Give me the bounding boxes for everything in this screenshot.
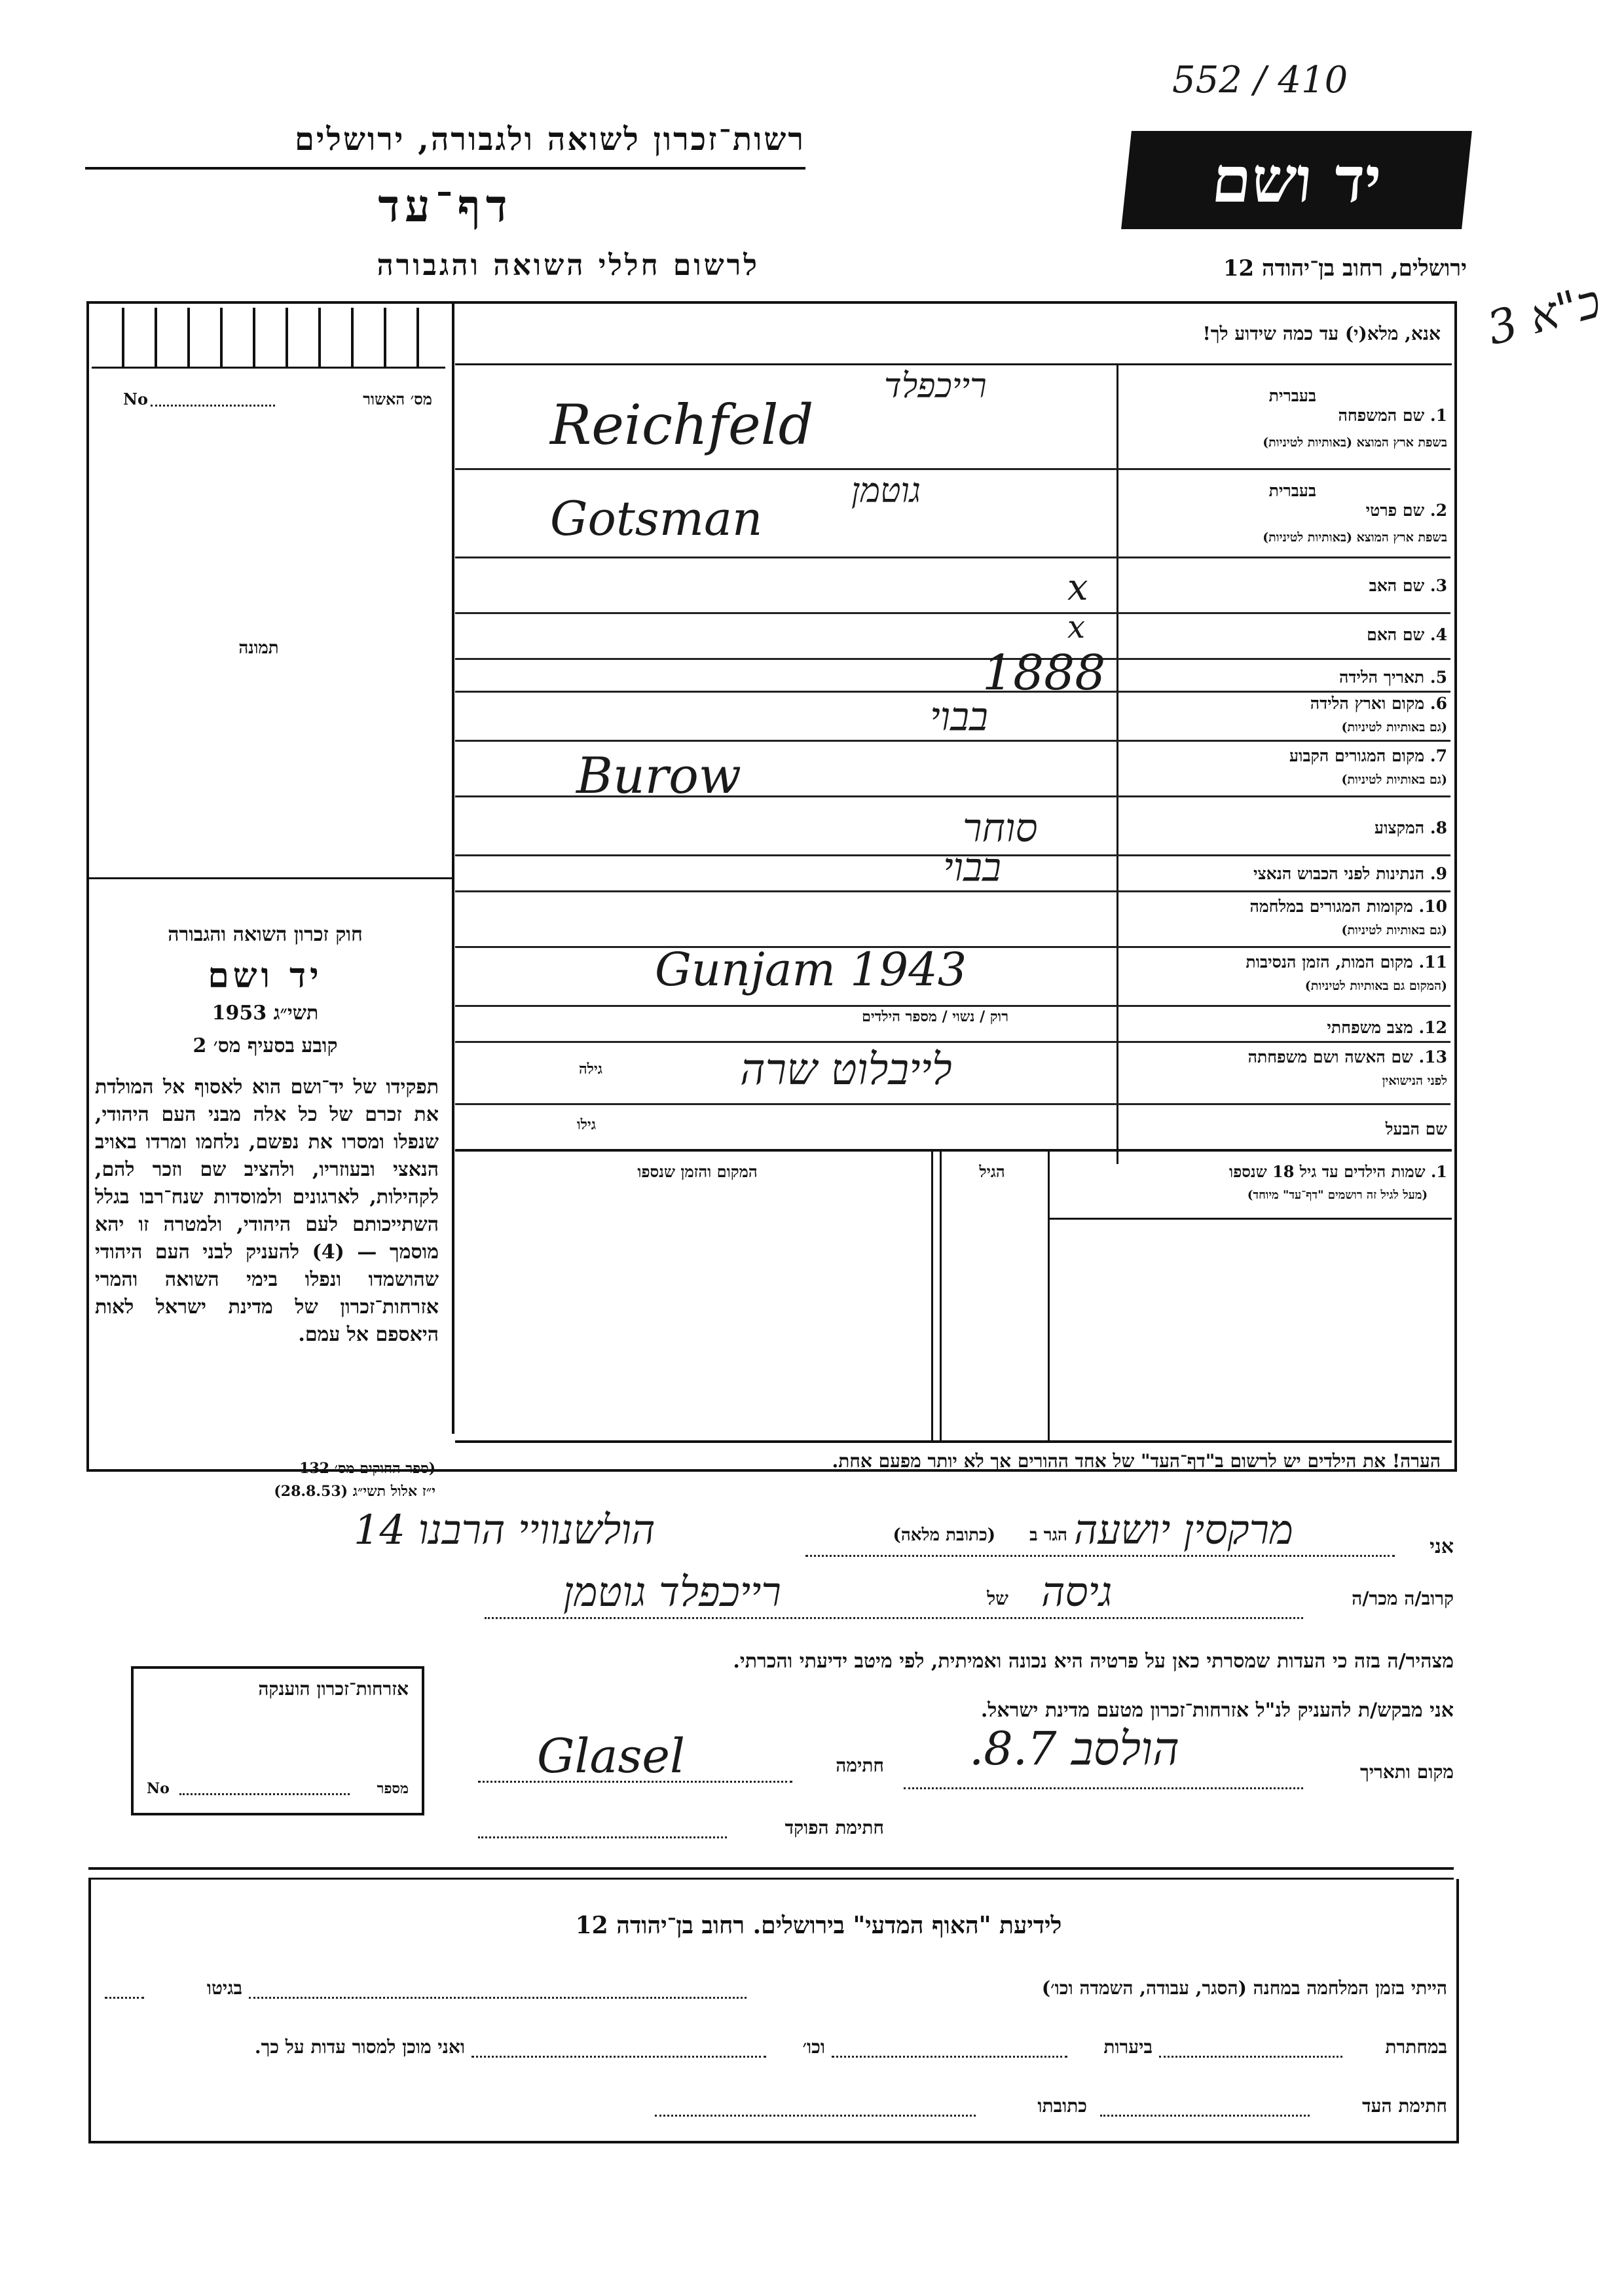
footer-rule-top xyxy=(88,1867,1454,1870)
mother-name-value[interactable]: x xyxy=(1067,609,1086,646)
statement-text: מצהיר/ה בזה כי העדות שמסרתי כאן על פרטיה היא נכונה ואמיתית, לפי מיטב ידיעתי והכרתי. xyxy=(733,1650,1454,1673)
approval-number-field[interactable] xyxy=(151,405,275,407)
citizenship-value[interactable]: בבוי xyxy=(943,845,1001,890)
row-divider-9 xyxy=(455,890,1450,892)
citizenship-title: אזרחות־זכרון הוענקה xyxy=(258,1678,409,1700)
field-11-sub: (המקום גם באותיות לטיניות) xyxy=(1304,979,1447,993)
footer-line1: הייתי בזמן המלחמה במחנה (הסגר, עבודה, השמדה וכו׳) xyxy=(1041,1977,1447,1999)
archive-reference: 552 / 410 xyxy=(1172,59,1348,101)
citizenship-number-label: מספר xyxy=(377,1780,409,1797)
footer-ghetto-label: בגיטו xyxy=(206,1977,242,1999)
relation-value[interactable]: גיסה xyxy=(1041,1568,1113,1616)
field-mother: 4. שם האם xyxy=(1367,625,1447,644)
declarant-line xyxy=(805,1555,1395,1557)
place-date-line xyxy=(904,1787,1303,1789)
field-marital-status: 12. מצב משפחתי xyxy=(1327,1018,1447,1037)
officer-label: חתימת הפוקד xyxy=(784,1817,884,1838)
row-divider-11 xyxy=(455,1005,1450,1007)
marital-options: רוק / נשוי / מספר הילדים xyxy=(862,1008,1008,1025)
birth-place-value[interactable]: בבוי xyxy=(930,694,988,740)
logo-text: יד ושם xyxy=(1208,143,1385,217)
law-source: (ספר החוקים מס׳ 132 xyxy=(299,1460,435,1477)
footer-address-label: כתובתו xyxy=(1037,2095,1087,2117)
field-death-place: 11. מקום המות, הזמן הנסיבות xyxy=(1246,953,1447,972)
footer-witness-sig-field[interactable] xyxy=(1100,2115,1310,2117)
instructions-rule xyxy=(455,363,1452,365)
children-header-name: 1. שמות הילדים עד גיל 18 שנספו xyxy=(1229,1162,1447,1181)
footer-camp-field[interactable] xyxy=(249,1997,747,1999)
declarant-name[interactable]: מרקסין יושעה xyxy=(1074,1506,1293,1554)
children-top-rule xyxy=(455,1149,1452,1152)
footer-etc-field[interactable] xyxy=(471,2056,766,2058)
row-divider-5 xyxy=(455,691,1450,693)
field-6-sub: (גם באותיות לטיניות) xyxy=(1341,720,1447,735)
i-label: אני xyxy=(1430,1535,1454,1558)
approval-number-no: No xyxy=(123,390,148,409)
photo-box-bottom xyxy=(88,877,452,879)
family-name-hebrew[interactable]: רייכפלד xyxy=(884,367,987,406)
footer-heading: לידיעת "האוף המדעי" בירושלים. רחוב בן־יהודה 12 xyxy=(575,1912,1062,1939)
law-text: תפקידו של יד־ושם הוא לאסוף אל המולדת את זכרם של כל אלה מבני העם היהודי, שנפלו ומסרו את נפשם, נלחמו ומרדו באויב הנאצי ובעוזריו, ולהציב שם וזכר להם, לקהילות, לארגונים ולמוסדות שנח־רבו בגלל השתייכותם לעם היהודי, ולמטרה זו יהא מוסמך — (4) להעניק לבני העם היהודי שהושמדו ונפלו בימי השואה והמרי אזרחות־זכרון של מדינת ישראל לאות היאספם אל עמם. xyxy=(95,1076,439,1346)
citizenship-number-line xyxy=(179,1793,350,1795)
row-divider-7 xyxy=(455,795,1450,797)
officer-line xyxy=(478,1836,727,1838)
row-divider-2 xyxy=(455,556,1450,558)
field-num-1: 1. שם המשפחה xyxy=(1338,406,1447,425)
death-place-value[interactable]: Gunjam 1943 xyxy=(655,943,967,996)
corner-handwriting: כ"א 3 xyxy=(1481,274,1606,356)
signature-line xyxy=(478,1781,792,1783)
children-header-sub: (מעל לגיל זה רושמים "דף־עד" מיוחד) xyxy=(1247,1188,1428,1202)
wife-name-value[interactable]: לייבלוט שרה xyxy=(740,1044,952,1095)
footer-etc-label: וכו׳ xyxy=(802,2036,825,2058)
address-label: (כתובת מלאה) xyxy=(893,1525,995,1545)
children-header-place: המקום והזמן שנספו xyxy=(637,1162,758,1181)
first-name-hebrew[interactable]: גוטמן xyxy=(851,471,921,511)
field-profession: 8. המקצוע xyxy=(1374,818,1447,837)
footer-address-field[interactable] xyxy=(655,2115,976,2117)
children-col-1 xyxy=(1048,1151,1050,1442)
approval-boxes xyxy=(92,308,445,369)
law-logo: יד ושם xyxy=(208,956,323,996)
profession-value[interactable]: סוחר xyxy=(963,805,1038,851)
field-wartime-residence: 10. מקומות המגורים במלחמה xyxy=(1249,897,1447,916)
place-date-value[interactable]: הולסב 8.7. xyxy=(969,1722,1180,1776)
field-1-tag: בעברית xyxy=(1268,386,1316,405)
children-header-rule xyxy=(1050,1218,1452,1220)
children-col-2 xyxy=(940,1151,942,1442)
wife-age-label: גילה xyxy=(579,1061,602,1078)
residence-value[interactable]: Burow xyxy=(576,746,741,805)
signature-value[interactable]: Glasel xyxy=(537,1728,686,1783)
father-name-value[interactable]: x xyxy=(1067,566,1088,609)
row-divider-12 xyxy=(455,1041,1450,1043)
place-date-label: מקום ותאריך xyxy=(1359,1761,1454,1783)
row-divider-13 xyxy=(455,1103,1450,1105)
field-father: 3. שם האב xyxy=(1369,576,1447,595)
photo-label: תמונה xyxy=(238,638,279,658)
law-clause: קובע בסעיף מס׳ 2 xyxy=(193,1034,338,1057)
row-divider-3 xyxy=(455,612,1450,614)
first-name-latin[interactable]: Gotsman xyxy=(550,491,763,546)
note-text: הערה! את הילדים יש לרשום ב"דף־העד" של אחד ההורים אך לא יותר מפעם אחת. xyxy=(832,1450,1441,1472)
husband-age-label: גילו xyxy=(577,1116,596,1133)
citizenship-box xyxy=(131,1666,424,1815)
instructions: אנא, מלא(י) עד כמה שידוע לך! xyxy=(1202,323,1441,344)
request-text: אני מבקש/ת להעניק לנ"ל אזרחות־זכרון מטעם מדינת ישראל. xyxy=(980,1699,1454,1722)
children-header-age: הגיל xyxy=(979,1162,1005,1181)
left-column-border xyxy=(452,301,454,1434)
form-purpose: לרשום חללי השואה והגבורה xyxy=(377,249,760,282)
footer-underground-field[interactable] xyxy=(1159,2056,1342,2058)
field-residence: 7. מקום המגורים הקבוע xyxy=(1289,746,1447,765)
citizenship-no: No xyxy=(147,1780,170,1797)
field-13-sub: לפני הנישואין xyxy=(1382,1074,1447,1088)
footer-testimony-label: ואני מוכן למסור עדות על כך. xyxy=(254,2036,465,2058)
header-rule xyxy=(85,167,805,170)
relation-label: קרוב/ה מכר/ה xyxy=(1352,1588,1454,1609)
field-1-sub: בשפת ארץ המוצא (באותיות לטיניות) xyxy=(1263,435,1447,450)
footer-witness-sig-label: חתימת העד xyxy=(1362,2095,1447,2117)
field-wife-name: 13. שם האשה ושם משפחתה xyxy=(1247,1048,1447,1066)
of-name[interactable]: רייכפלד גוטמן xyxy=(563,1568,781,1616)
authority-title: רשות־זכרון לשואה ולגבורה, ירושלים xyxy=(294,121,805,158)
declarant-address[interactable]: הולשנוויי הרבנו 14 xyxy=(354,1506,655,1554)
children-bottom-rule xyxy=(455,1440,1452,1443)
children-col-2b xyxy=(931,1151,933,1442)
family-name-latin[interactable]: Reichfeld xyxy=(550,393,814,457)
yad-vashem-logo xyxy=(1121,131,1472,229)
row-divider-6 xyxy=(455,740,1450,742)
field-10-sub: (גם באותיות לטיניות) xyxy=(1341,923,1447,938)
footer-underground-label: במחתרת xyxy=(1385,2036,1447,2058)
row-divider-1 xyxy=(455,468,1450,470)
field-2-tag: בעברית xyxy=(1268,481,1316,500)
field-2-sub: בשפת ארץ המוצא (באותיות לטיניות) xyxy=(1263,530,1447,545)
law-year: תשי״ג 1953 xyxy=(212,1002,319,1025)
of-label: של xyxy=(987,1588,1008,1609)
address: ירושלים, רחוב בן־יהודה 12 xyxy=(1223,255,1467,282)
field-7-sub: (גם באותיות לטיניות) xyxy=(1341,773,1447,787)
field-num-2: 2. שם פרטי xyxy=(1365,501,1447,520)
footer-forests-field[interactable] xyxy=(832,2056,1067,2058)
label-column-border xyxy=(1116,365,1118,1164)
field-husband-name: שם הבעל xyxy=(1385,1120,1447,1139)
relation-line xyxy=(485,1617,1303,1619)
birth-date-value[interactable]: 1888 xyxy=(982,645,1106,701)
footer-ghetto-field[interactable] xyxy=(105,1997,144,1999)
law-title: חוק זכרון השואה והגבורה xyxy=(168,923,363,946)
field-birth-date: 5. תאריך הלידה xyxy=(1339,668,1447,687)
form-title: דף־עד xyxy=(378,180,513,232)
footer-forests-label: ביערות xyxy=(1103,2036,1153,2058)
law-date: י״ז אלול תשי״ג (28.8.53) xyxy=(274,1483,435,1500)
signature-label: חתימה xyxy=(836,1755,884,1776)
field-citizenship: 9. הנתינות לפני הכבוש הנאצי xyxy=(1253,864,1447,883)
row-divider-4 xyxy=(455,658,1450,660)
resident-label: הגר ב xyxy=(1029,1525,1067,1545)
field-birth-place: 6. מקום וארץ הלידה xyxy=(1310,694,1447,713)
approval-number-label: מס׳ האשור xyxy=(363,390,432,409)
